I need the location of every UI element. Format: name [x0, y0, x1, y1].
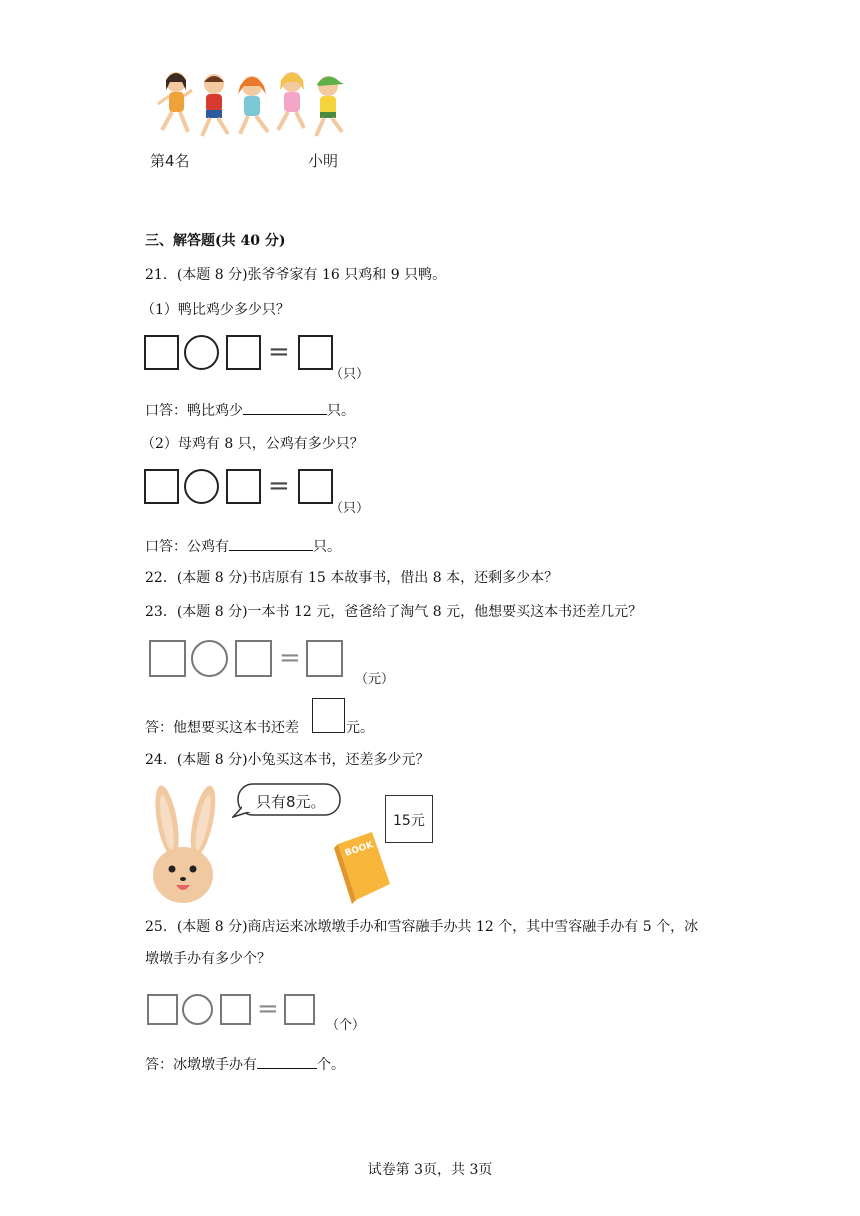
answer-suffix: 只。: [313, 539, 341, 555]
equals-sign: =: [257, 994, 279, 1024]
equals-sign: =: [268, 337, 290, 367]
answer-box[interactable]: [298, 335, 333, 370]
q21-part2: （2）母鸡有 8 只，公鸡有多少只？: [141, 436, 364, 452]
q21-equation-1: [144, 335, 384, 385]
answer-prefix: 答：他想要买这本书还差: [145, 720, 299, 736]
q23-answer-suffix: 元。: [346, 720, 374, 736]
price-text: 15元: [393, 813, 425, 829]
speech-text: 只有8元。: [256, 793, 326, 811]
answer-box[interactable]: [149, 640, 186, 677]
answer-box[interactable]: [144, 469, 179, 504]
q24-stem: 24．(本题 8 分)小兔买这本书，还差多少元？: [145, 752, 430, 768]
answer-box[interactable]: [226, 335, 261, 370]
unit-label: （只）: [330, 501, 370, 516]
q21-answer1: [145, 400, 355, 420]
q23-equation: [149, 640, 409, 690]
operator-circle[interactable]: [184, 469, 219, 504]
q25-stem-line2: 墩墩手办有多少个？: [145, 951, 271, 967]
q23-answer: [145, 719, 299, 737]
operator-circle[interactable]: [184, 335, 219, 370]
answer-box[interactable]: [298, 469, 333, 504]
running-children-illustration: [148, 68, 358, 152]
answer-blank[interactable]: [229, 536, 313, 551]
answer-prefix: 口答：鸭比鸡少: [145, 403, 243, 419]
answer-suffix: 只。: [327, 403, 355, 419]
answer-box[interactable]: [306, 640, 343, 677]
q21-part1: （1）鸭比鸡少多少只？: [141, 302, 290, 318]
q25-answer: [145, 1054, 345, 1074]
answer-prefix: 答：冰墩墩手办有: [145, 1057, 257, 1073]
unit-label: （个）: [326, 1018, 366, 1033]
unit-label: （元）: [355, 672, 395, 687]
answer-box[interactable]: [284, 994, 315, 1025]
price-tag: [385, 795, 433, 843]
rabbit-illustration: [145, 783, 225, 908]
q21-answer2: [145, 536, 341, 556]
unit-label: （只）: [330, 367, 370, 382]
answer-box[interactable]: [235, 640, 272, 677]
answer-box[interactable]: [147, 994, 178, 1025]
q23-stem: 23．(本题 8 分)一本书 12 元，爸爸给了淘气 8 元，他想要买这本书还差几元？: [145, 604, 643, 620]
q21-equation-2: [144, 469, 384, 519]
q23-answer-box[interactable]: [312, 698, 345, 733]
operator-circle[interactable]: [182, 994, 213, 1025]
answer-prefix: 口答：公鸡有: [145, 539, 229, 555]
q21-stem: 21．(本题 8 分)张爷爷家有 16 只鸡和 9 只鸭。: [145, 267, 447, 283]
q22-stem: 22．(本题 8 分)书店原有 15 本故事书，借出 8 本，还剩多少本？: [145, 570, 559, 586]
q25-stem-line1: 25．(本题 8 分)商店运来冰墩墩手办和雪容融手办共 12 个，其中雪容融手办有 5 个，冰: [145, 919, 699, 935]
operator-circle[interactable]: [191, 640, 228, 677]
answer-blank[interactable]: [243, 400, 327, 415]
answer-box[interactable]: [220, 994, 251, 1025]
equals-sign: =: [268, 471, 290, 501]
answer-box[interactable]: [144, 335, 179, 370]
rank-label: 第4名: [150, 152, 190, 170]
equals-sign: =: [279, 643, 301, 673]
speech-bubble: [232, 783, 342, 819]
answer-suffix: 个。: [317, 1057, 345, 1073]
page-footer: 试卷第 3页，共 3页: [367, 1162, 493, 1178]
q25-equation: [147, 994, 377, 1038]
race-figure: [148, 68, 358, 176]
xiaoming-label: 小明: [308, 152, 339, 170]
section-heading: 三、解答题(共 40 分): [145, 233, 286, 249]
book-word: BOOK: [343, 840, 375, 859]
answer-blank[interactable]: [257, 1054, 317, 1069]
answer-box[interactable]: [226, 469, 261, 504]
